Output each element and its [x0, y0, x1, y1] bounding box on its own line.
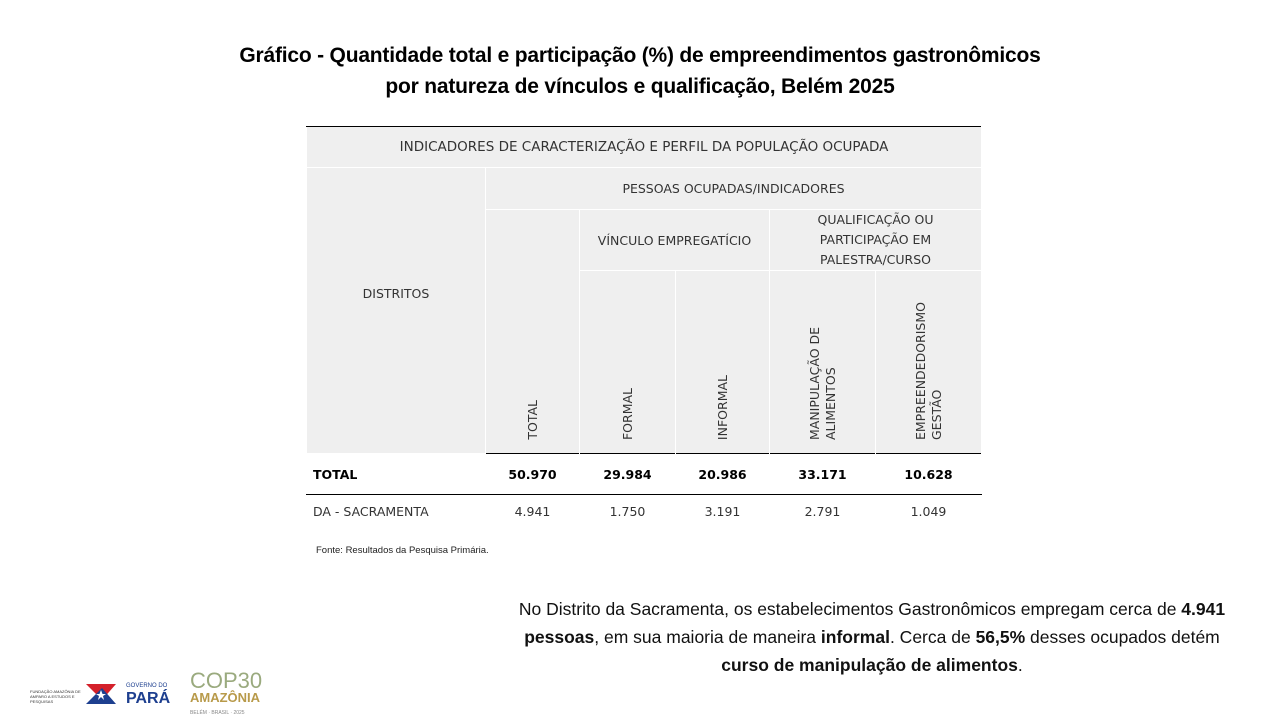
page-title	[0, 40, 1280, 102]
cop-small-text: BELÉM · BRASIL · 2025	[190, 710, 245, 716]
districts-header: DISTRITOS	[307, 168, 486, 454]
summary-text: desses ocupados detém	[1025, 627, 1220, 647]
col-header-empreendedorismo	[876, 271, 982, 454]
summary-highlight: informal	[820, 627, 890, 647]
col-label-empreendedorismo: EMPREENDEDORISMO GESTÃO	[912, 302, 944, 440]
fapespa-gov-para-logo	[30, 676, 180, 708]
row-label: DA - SACRAMENTA	[307, 495, 486, 529]
summary-highlight: curso de manipulação de alimentos	[721, 655, 1018, 675]
table-header: INDICADORES DE CARACTERIZAÇÃO E PERFIL DA POPULAÇÃO OCUPADA	[307, 127, 982, 168]
vinculo-header: VÍNCULO EMPREGATÍCIO	[580, 210, 770, 271]
cop-top-text: COP30	[190, 668, 263, 693]
fapespa-text: FUNDAÇÃO AMAZÔNIA DE AMPARO A ESTUDOS E PESQUISAS	[30, 689, 81, 704]
cop30-logo	[188, 664, 274, 718]
table-row	[307, 454, 982, 495]
cell-manipulacao: 2.791	[770, 495, 876, 529]
summary-highlight: 4.941 pessoas	[524, 599, 1226, 647]
group-header: PESSOAS OCUPADAS/INDICADORES	[486, 168, 982, 210]
indicators-table	[306, 126, 982, 529]
summary-text: , em sua maioria de maneira	[594, 627, 821, 647]
summary-text: . Cerca de	[889, 627, 976, 647]
col-label-manipulacao: MANIPULAÇÃO DE ALIMENTOS	[806, 326, 838, 440]
cell-empreendedorismo: 1.049	[876, 495, 982, 529]
title-line-2: por natureza de vínculos e qualificação, Belém 2025	[385, 75, 895, 98]
cop30-icon	[188, 664, 274, 718]
gov-small-text: GOVERNO DO	[126, 683, 168, 689]
table-row	[307, 495, 982, 529]
cell-informal: 20.986	[676, 454, 770, 495]
cell-informal: 3.191	[676, 495, 770, 529]
col-header-manipulacao	[770, 271, 876, 454]
cell-total: 4.941	[486, 495, 580, 529]
col-header-informal	[676, 271, 770, 454]
cell-total: 50.970	[486, 454, 580, 495]
summary-text: .	[1017, 655, 1023, 675]
col-header-total	[486, 210, 580, 454]
summary-paragraph	[508, 595, 1236, 679]
summary-highlight: 56,5%	[975, 627, 1026, 647]
col-label-formal: FORMAL	[619, 387, 635, 440]
summary-text: No Distrito da Sacramenta, os estabelecimentos Gastronômicos empregam cerca de	[518, 599, 1182, 619]
cell-formal: 29.984	[580, 454, 676, 495]
col-header-formal	[580, 271, 676, 454]
cell-empreendedorismo: 10.628	[876, 454, 982, 495]
cell-manipulacao: 33.171	[770, 454, 876, 495]
qualificacao-header: QUALIFICAÇÃO OU PARTICIPAÇÃO EM PALESTRA/CURSO	[770, 210, 982, 271]
cell-formal: 1.750	[580, 495, 676, 529]
gov-big-text: PARÁ	[126, 690, 171, 707]
source-note: Fonte: Resultados da Pesquisa Primária.	[316, 545, 489, 556]
cop-bottom-text: AMAZÔNIA	[190, 690, 261, 705]
row-label: TOTAL	[307, 454, 486, 495]
gov-para-icon	[30, 676, 180, 708]
col-label-total: TOTAL	[524, 400, 540, 440]
col-label-informal: INFORMAL	[714, 374, 730, 440]
title-line-1: Gráfico - Quantidade total e participação (%) de empreendimentos gastronômicos	[239, 44, 1041, 67]
